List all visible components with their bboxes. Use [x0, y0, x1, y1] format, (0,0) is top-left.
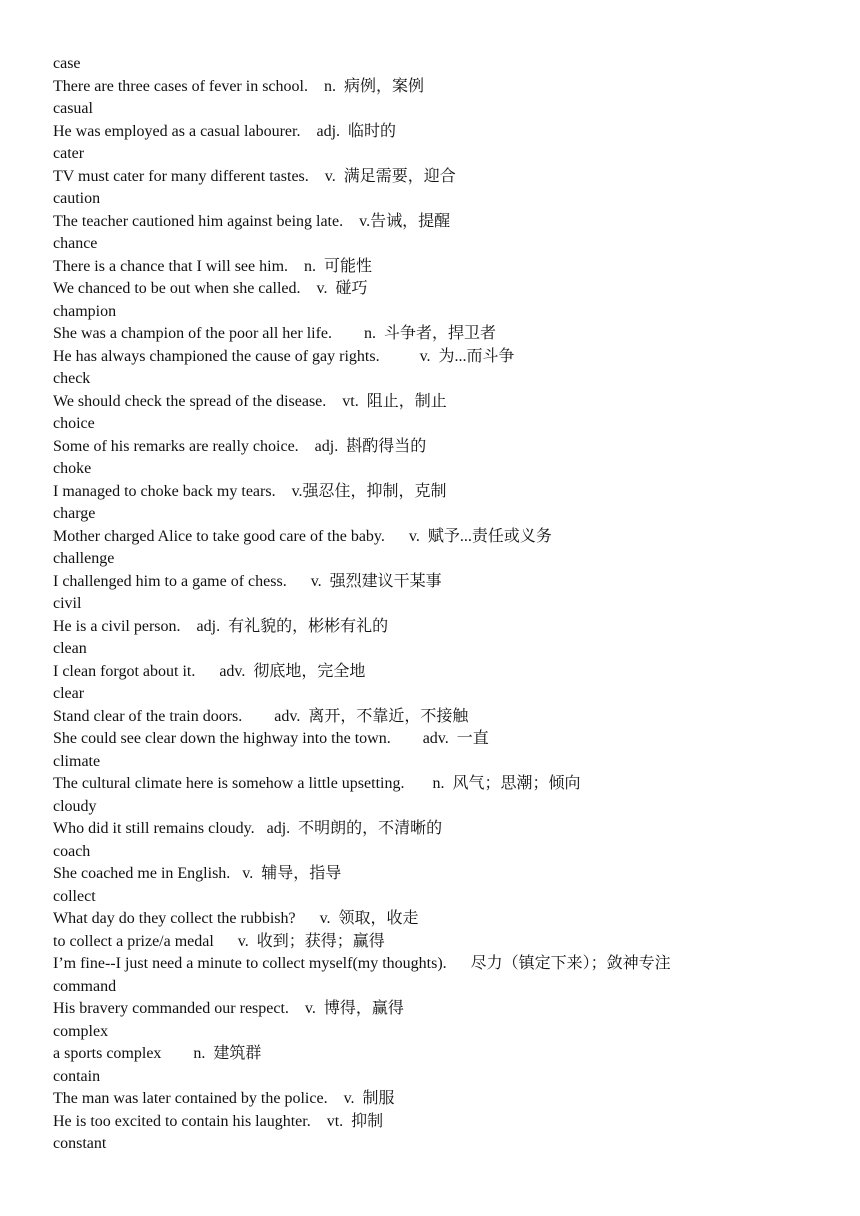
text-line: complex — [53, 1022, 109, 1040]
text-line: a sports complex n. 建筑群 — [53, 1045, 262, 1062]
text-line: climate — [53, 752, 101, 770]
text-line: civil — [53, 595, 82, 612]
text-line: case — [53, 55, 81, 72]
text-line: choke — [53, 460, 92, 477]
text-line: I clean forgot about it. adv. 彻底地，完全地 — [53, 662, 366, 680]
text-line: cater — [53, 145, 85, 162]
text-line: There is a chance that I will see him. n. 可能性 — [53, 257, 373, 275]
text-line: She could see clear down the highway into the town. adv. 一直 — [53, 730, 489, 747]
text-line: chance — [53, 235, 98, 252]
text-line: Stand clear of the train doors. adv. 离开，不靠近，不接触 — [53, 707, 469, 725]
text-line: There are three cases of fever in school. n. 病例，案例 — [53, 77, 424, 95]
text-line: caution — [53, 190, 101, 207]
text-line: He has always championed the cause of gay rights. v. 为...而斗争 — [53, 347, 515, 365]
text-line: casual — [53, 100, 93, 117]
text-line: choice — [53, 415, 95, 432]
text-line: We chanced to be out when she called. v. 碰巧 — [53, 280, 368, 297]
text-line: We should check the spread of the disease. vt. 阻止，制止 — [53, 392, 447, 410]
text-line: Who did it still remains cloudy. adj. 不明朗的，不清晰的 — [53, 820, 443, 837]
text-line: What day do they collect the rubbish? v. 领取，收走 — [53, 910, 419, 927]
text-line: constant — [53, 1135, 107, 1152]
text-line: He is too excited to contain his laughter. vt. 抑制 — [53, 1112, 384, 1130]
text-line: She was a champion of the poor all her life. n. 斗争者，捍卫者 — [53, 325, 497, 342]
text-line: challenge — [53, 550, 115, 567]
text-line: clean — [53, 640, 87, 657]
text-line: check — [53, 370, 91, 387]
text-line: charge — [53, 505, 96, 522]
text-line: command — [53, 977, 117, 995]
text-line: coach — [53, 842, 91, 860]
text-line: cloudy — [53, 797, 97, 815]
text-line: He is a civil person. adj. 有礼貌的，彬彬有礼的 — [53, 617, 389, 635]
text-line: Mother charged Alice to take good care of the baby. v. 赋予...责任或义务 — [53, 527, 552, 545]
text-line: contain — [53, 1067, 101, 1085]
document-body — [53, 53, 833, 1156]
text-line: champion — [53, 302, 117, 320]
text-line: His bravery commanded our respect. v. 博得，赢得 — [53, 1000, 404, 1017]
text-line: I managed to choke back my tears. v.强忍住，抑制，克制 — [53, 482, 447, 500]
text-line: She coached me in English. v. 辅导，指导 — [53, 865, 342, 882]
text-line: I’m fine--I just need a minute to collect myself(my thoughts). 尽力（镇定下来）；敛神专注 — [53, 955, 671, 972]
text-line: I challenged him to a game of chess. v. 强烈建议干某事 — [53, 572, 442, 590]
text-line: The teacher cautioned him against being late. v.告诫，提醒 — [53, 212, 451, 230]
text-line: The cultural climate here is somehow a little upsetting. n. 风气；思潮；倾向 — [53, 775, 581, 792]
text-line: to collect a prize/a medal v. 收到；获得；赢得 — [53, 932, 385, 950]
text-line: The man was later contained by the police. v. 制服 — [53, 1090, 395, 1107]
text-line: clear — [53, 685, 85, 702]
text-line: collect — [53, 887, 96, 905]
text-line: TV must cater for many different tastes. v. 满足需要，迎合 — [53, 167, 456, 185]
text-line: He was employed as a casual labourer. adj. 临时的 — [53, 122, 397, 140]
text-line: Some of his remarks are really choice. adj. 斟酌得当的 — [53, 437, 427, 455]
